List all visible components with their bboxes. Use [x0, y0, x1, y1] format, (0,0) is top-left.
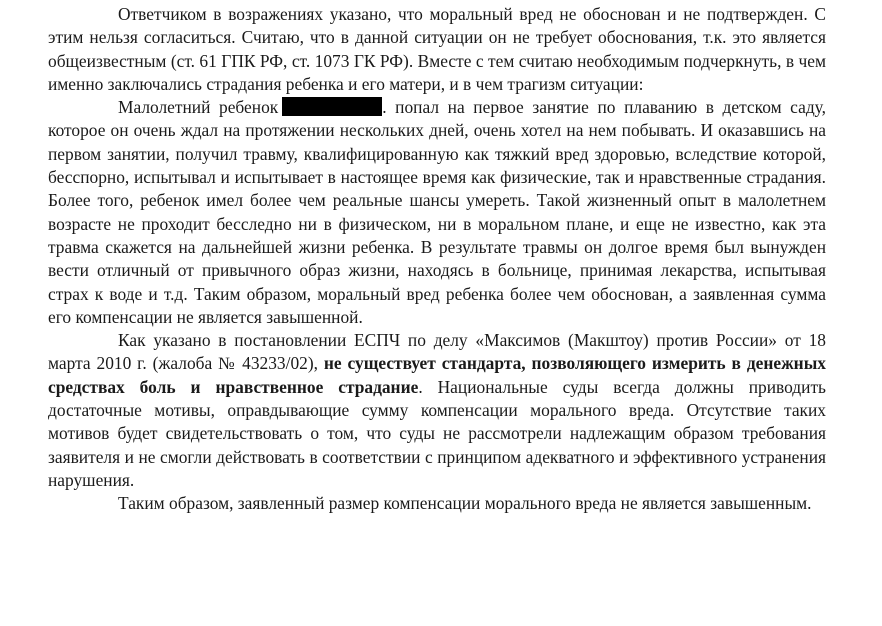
paragraph-echr-intro: Как указано в постановлении ЕСПЧ по делу «Максимов (Макштоу) против России» от 18 марта 2010 г. (жалоба № 43233/02), [48, 330, 826, 374]
document-page [48, 3, 826, 516]
redacted-name-block [282, 97, 382, 116]
paragraph-child-injury [48, 96, 826, 329]
paragraph-echr-ruling [48, 329, 826, 492]
paragraph-echr-bold-quote: не существует стандарта, позволяющего измерить в денежных средствах боль и нравственное страдание [48, 353, 826, 397]
paragraph-child-injury-start: Малолетний ребенок [118, 97, 279, 118]
paragraph-objection: Ответчиком в возражениях указано, что моральный вред не обоснован и не подтвержден. С этим нельзя согласиться. Считаю, что в данной ситуации он не требует обоснования, т.к. это является общеизвестным (ст. 61 ГПК РФ, ст. 1073 ГК РФ). Вместе с тем считаю необходимым подчеркнуть, в чем именно заключались страдания ребенка и его матери, и в чем трагизм ситуации: [48, 4, 826, 94]
paragraph-child-injury-rest: . попал на первое занятие по плаванию в детском саду, которое он очень ждал на протяжении нескольких дней, очень хотел на нем побывать. И оказавшись на первом занятии, получил травму, квалифицированную как тяжкий вред здоровью, вследствие которой, бесспорно, испытывал и испытывает в настоящее время как физические, так и нравственные страдания. Более того, ребенок имел более чем реальные шансы умереть. Такой жизненный опыт в малолетнем возрасте не проходит бесследно ни в физическом, ни в моральном плане, и еще не известно, как эта травма скажется на дальнейшей жизни ребенка. В результате травмы он долгое время был вынужден вести отличный от привычного образ жизни, находясь в больнице, принимая лекарства, испытывая страх к воде и т.д. Таким образом, моральный вред ребенка более чем обоснован, а заявленная сумма его компенсации не является завышенной. [48, 97, 826, 327]
paragraph-echr-rest: . Национальные суды всегда должны приводить достаточные мотивы, оправдывающие сумму компенсации морального вреда. Отсутствие таких мотивов будет свидетельствовать о том, что суды не рассмотрели надлежащим образом требования заявителя и не смогли действовать в соответствии с принципом адекватного и эффективного устранения нарушения. [48, 376, 826, 490]
paragraph-conclusion: Таким образом, заявленный размер компенсации морального вреда не является завышенным. [118, 493, 812, 514]
